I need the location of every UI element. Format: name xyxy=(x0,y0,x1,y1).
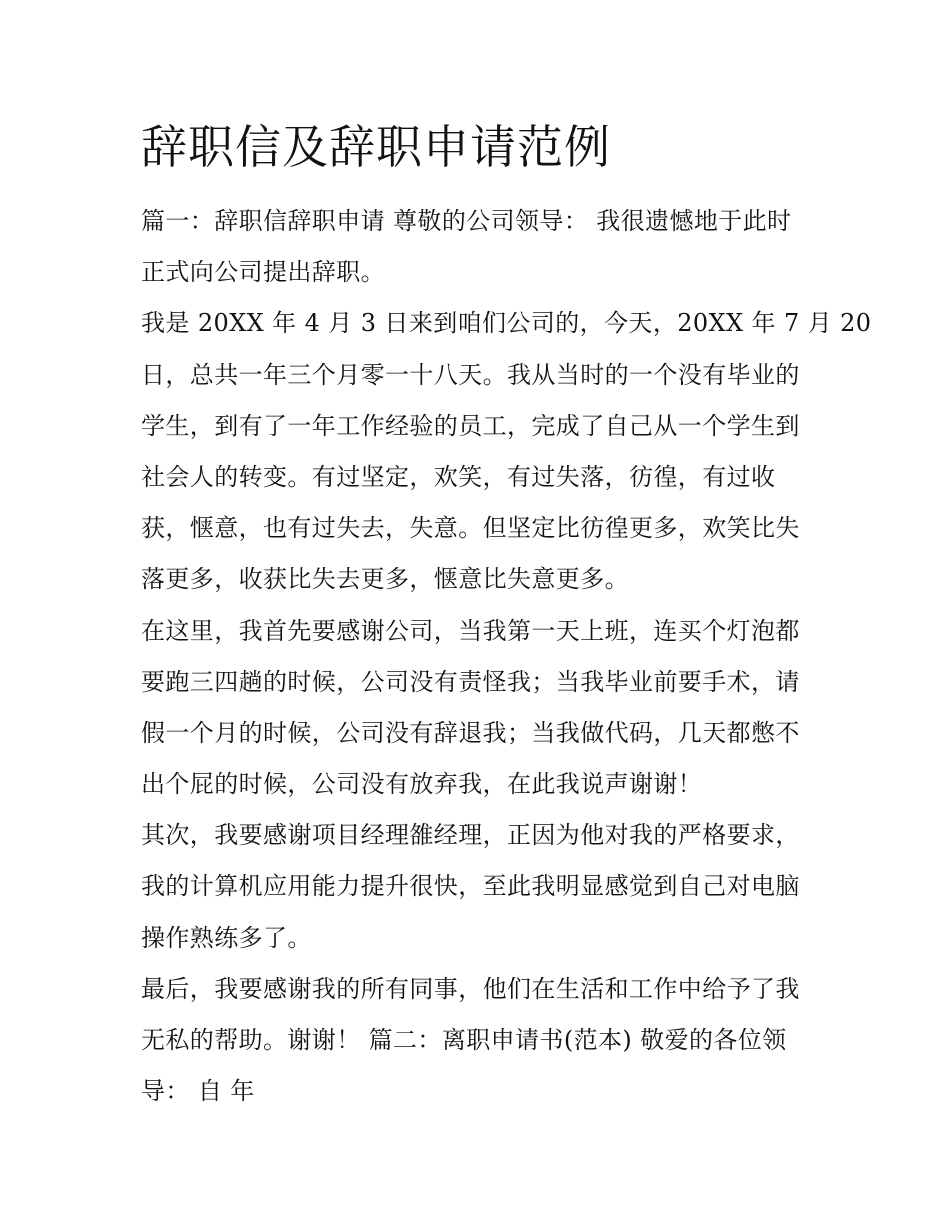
document-title: 辞职信及辞职申请范例 xyxy=(141,120,611,174)
text-line: 最后，我要感谢我的所有同事，他们在生活和工作中给予了我 xyxy=(141,974,800,1003)
text-line: 日，总共一年三个月零一十八天。我从当时的一个没有毕业的 xyxy=(141,360,800,389)
document-body xyxy=(141,196,872,1117)
text-line: 落更多，收获比失去更多，惬意比失意更多。 xyxy=(141,565,629,594)
paragraph-5 xyxy=(141,964,821,1118)
text-line: 要跑三四趟的时候，公司没有责怪我；当我毕业前要手术，请 xyxy=(141,667,800,696)
text-line: 其次，我要感谢项目经理雒经理，正因为他对我的严格要求， xyxy=(141,821,800,850)
paragraph-3 xyxy=(141,606,821,811)
text-line: 正式向公司提出辞职。 xyxy=(141,258,385,287)
text-line: 出个屁的时候，公司没有放弃我，在此我说声谢谢！ xyxy=(141,770,703,799)
text-line: 学生，到有了一年工作经验的员工，完成了自己从一个学生到 xyxy=(141,411,800,440)
text-line: 社会人的转变。有过坚定，欢笑，有过失落，彷徨，有过收 xyxy=(141,462,776,491)
text-line: 我的计算机应用能力提升很快，至此我明显感觉到自己对电脑 xyxy=(141,872,800,901)
text-line: 在这里，我首先要感谢公司，当我第一天上班，连买个灯泡都 xyxy=(141,616,800,645)
text-line: 篇一：辞职信辞职申请 尊敬的公司领导： 我很遗憾地于此时 xyxy=(141,207,792,235)
text-line: 我是 20XX 年 4 月 3 日来到咱们公司的，今天，20XX 年 7 月 20 xyxy=(141,309,872,338)
paragraph-2 xyxy=(141,298,872,605)
text-line: 获，惬意，也有过失去，失意。但坚定比彷徨更多，欢笑比失 xyxy=(141,514,800,543)
paragraph-4 xyxy=(141,810,821,964)
text-line: 无私的帮助。谢谢！ 篇二：离职申请书(范本) 敬爱的各位领 xyxy=(141,1026,787,1054)
text-line: 操作熟练多了。 xyxy=(141,923,312,952)
paragraph-1 xyxy=(141,196,821,298)
text-line: 导： 自 年 xyxy=(141,1077,255,1106)
text-line: 假一个月的时候，公司没有辞退我；当我做代码，几天都憋不 xyxy=(141,718,800,747)
